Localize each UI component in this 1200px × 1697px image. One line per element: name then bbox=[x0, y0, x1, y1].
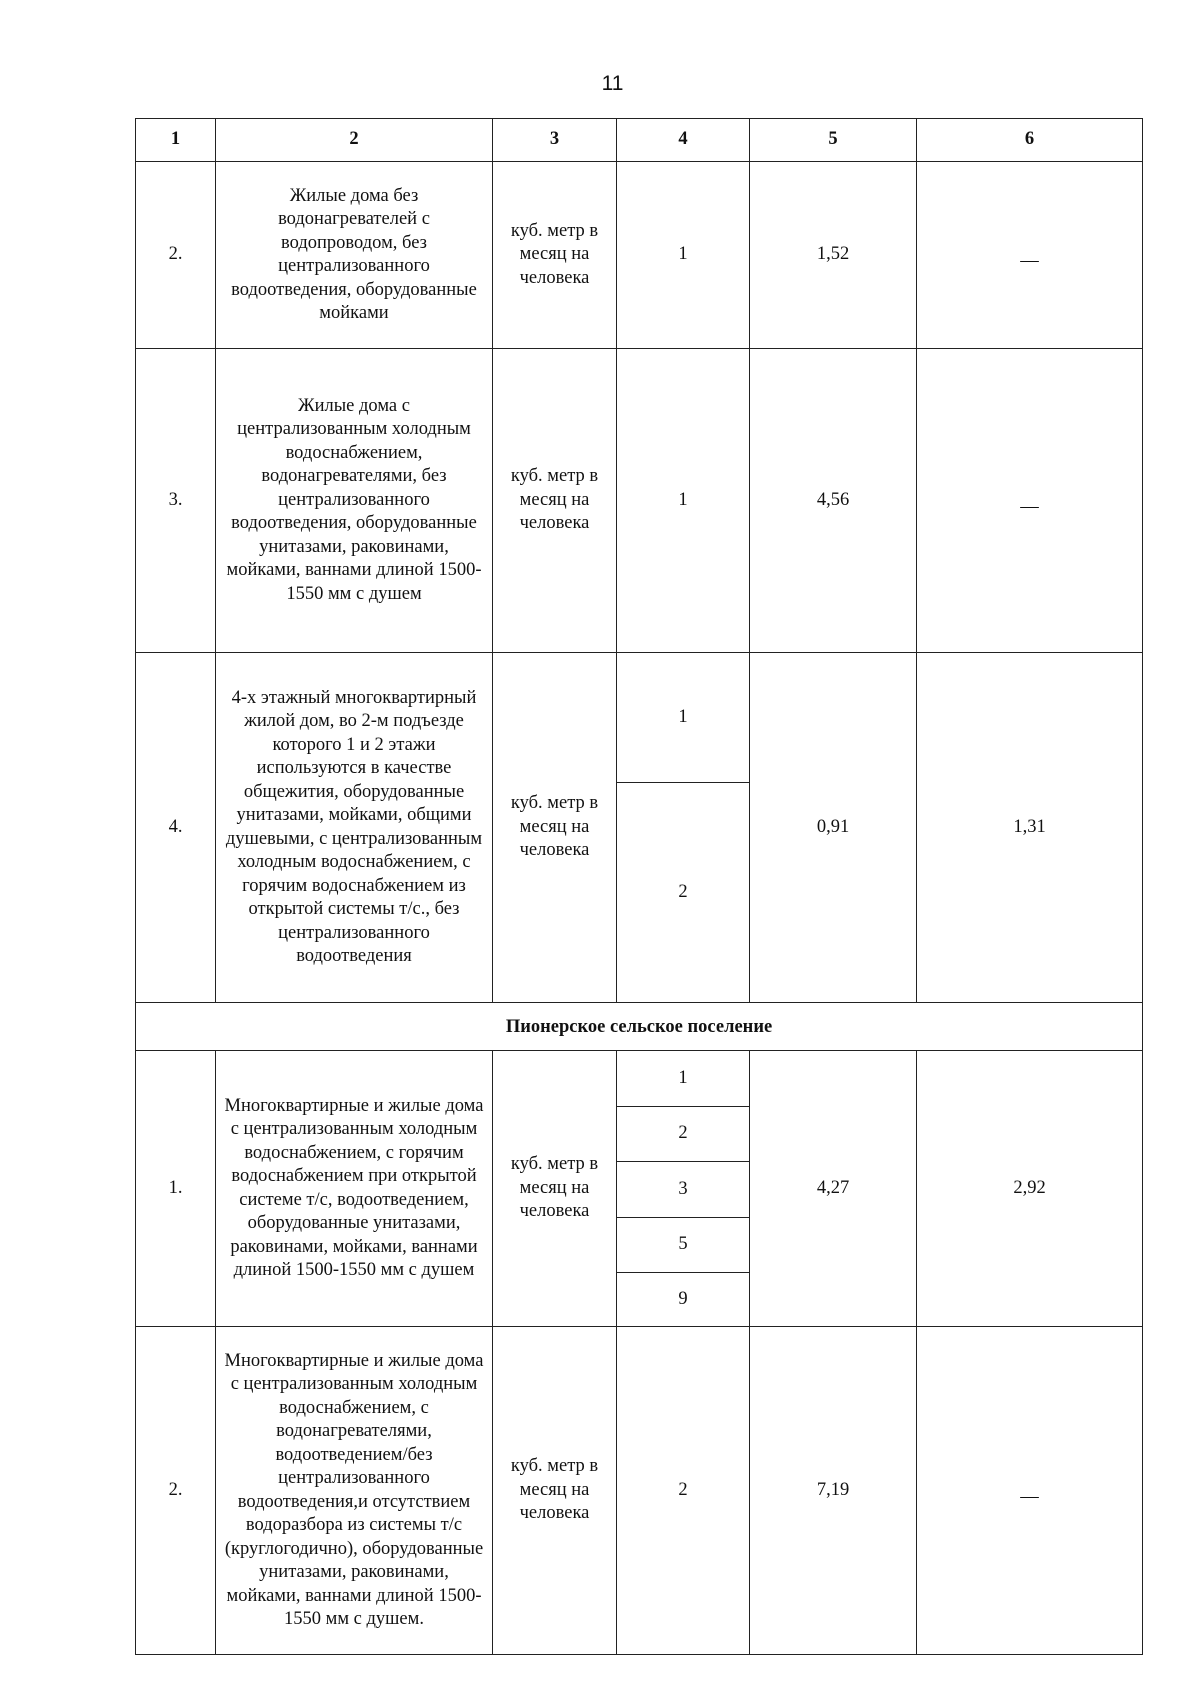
row-number: 3. bbox=[136, 349, 216, 653]
page-number: 11 bbox=[601, 72, 624, 95]
row-unit: куб. метр в месяц на человека bbox=[493, 162, 617, 349]
row-unit: куб. метр в месяц на человека bbox=[493, 1327, 617, 1655]
column-header: 1 bbox=[136, 119, 216, 162]
section-row bbox=[136, 1003, 1143, 1051]
row-col6 bbox=[917, 349, 1143, 653]
row-col5: 7,19 bbox=[750, 1327, 917, 1655]
row-col4: 1 bbox=[617, 349, 750, 653]
table-row bbox=[136, 1051, 1143, 1107]
header-row bbox=[136, 119, 1143, 162]
row-col4-sub: 3 bbox=[617, 1162, 750, 1218]
row-col4-sub: 1 bbox=[617, 653, 750, 783]
row-col4-sub: 1 bbox=[617, 1051, 750, 1107]
row-col4-sub: 2 bbox=[617, 783, 750, 1003]
row-description: Жилые дома без водонагревателей с водопроводом, без централизованного водоотведения, оборудованные мойками bbox=[216, 162, 493, 349]
consumption-norms-table bbox=[135, 118, 1143, 1655]
row-unit: куб. метр в месяц на человека bbox=[493, 349, 617, 653]
table-row bbox=[136, 349, 1143, 653]
row-col6-value: — bbox=[1020, 496, 1039, 517]
row-col5: 0,91 bbox=[750, 653, 917, 1003]
row-description: Многоквартирные и жилые дома с централизованным холодным водоснабжением, с водонагревателями, водоотведением/без централизованного водоотведения,и отсутствием водоразбора из системы т/с (круглогодично), оборудованные унитазами, раковинами, мойками, ваннами длиной 1500-1550 мм с душем. bbox=[216, 1327, 493, 1655]
table-row bbox=[136, 1327, 1143, 1655]
table-row bbox=[136, 653, 1143, 783]
row-col4-sub: 9 bbox=[617, 1273, 750, 1327]
table-row bbox=[136, 162, 1143, 349]
column-header: 6 bbox=[917, 119, 1143, 162]
column-header: 2 bbox=[216, 119, 493, 162]
row-col6 bbox=[917, 162, 1143, 349]
row-col4: 1 bbox=[617, 162, 750, 349]
row-description: 4-х этажный многоквартирный жилой дом, во 2-м подъезде которого 1 и 2 этажи используются в качестве общежития, оборудованные унитазами, мойками, общими душевыми, с централизованным холодным водоснабжением, с горячим водоснабжением из открытой системы т/с., без централизованного водоотведения bbox=[216, 653, 493, 1003]
row-col6-value: — bbox=[1020, 1486, 1039, 1507]
row-col5: 4,27 bbox=[750, 1051, 917, 1327]
row-col6 bbox=[917, 1327, 1143, 1655]
row-col4-sub: 5 bbox=[617, 1218, 750, 1273]
row-unit: куб. метр в месяц на человека bbox=[493, 1051, 617, 1327]
row-number: 4. bbox=[136, 653, 216, 1003]
row-col4: 2 bbox=[617, 1327, 750, 1655]
row-number: 2. bbox=[136, 1327, 216, 1655]
row-unit: куб. метр в месяц на человека bbox=[493, 653, 617, 1003]
row-number: 1. bbox=[136, 1051, 216, 1327]
column-header: 4 bbox=[617, 119, 750, 162]
column-header: 5 bbox=[750, 119, 917, 162]
row-col6-value: — bbox=[1020, 251, 1039, 272]
row-description: Жилые дома с централизованным холодным водоснабжением, водонагревателями, без централизованного водоотведения, оборудованные унитазами, раковинами, мойками, ваннами длиной 1500-1550 мм с душем bbox=[216, 349, 493, 653]
row-col6: 1,31 bbox=[917, 653, 1143, 1003]
section-title: Пионерское сельское поселение bbox=[136, 1003, 1143, 1051]
row-number: 2. bbox=[136, 162, 216, 349]
row-description: Многоквартирные и жилые дома с централизованным холодным водоснабжением, с горячим водоснабжением при открытой системе т/с, водоотведением, оборудованные унитазами, раковинами, мойками, ваннами длиной 1500-1550 мм с душем bbox=[216, 1051, 493, 1327]
column-header: 3 bbox=[493, 119, 617, 162]
row-col6: 2,92 bbox=[917, 1051, 1143, 1327]
row-col4-sub: 2 bbox=[617, 1107, 750, 1162]
row-col5: 1,52 bbox=[750, 162, 917, 349]
row-col5: 4,56 bbox=[750, 349, 917, 653]
